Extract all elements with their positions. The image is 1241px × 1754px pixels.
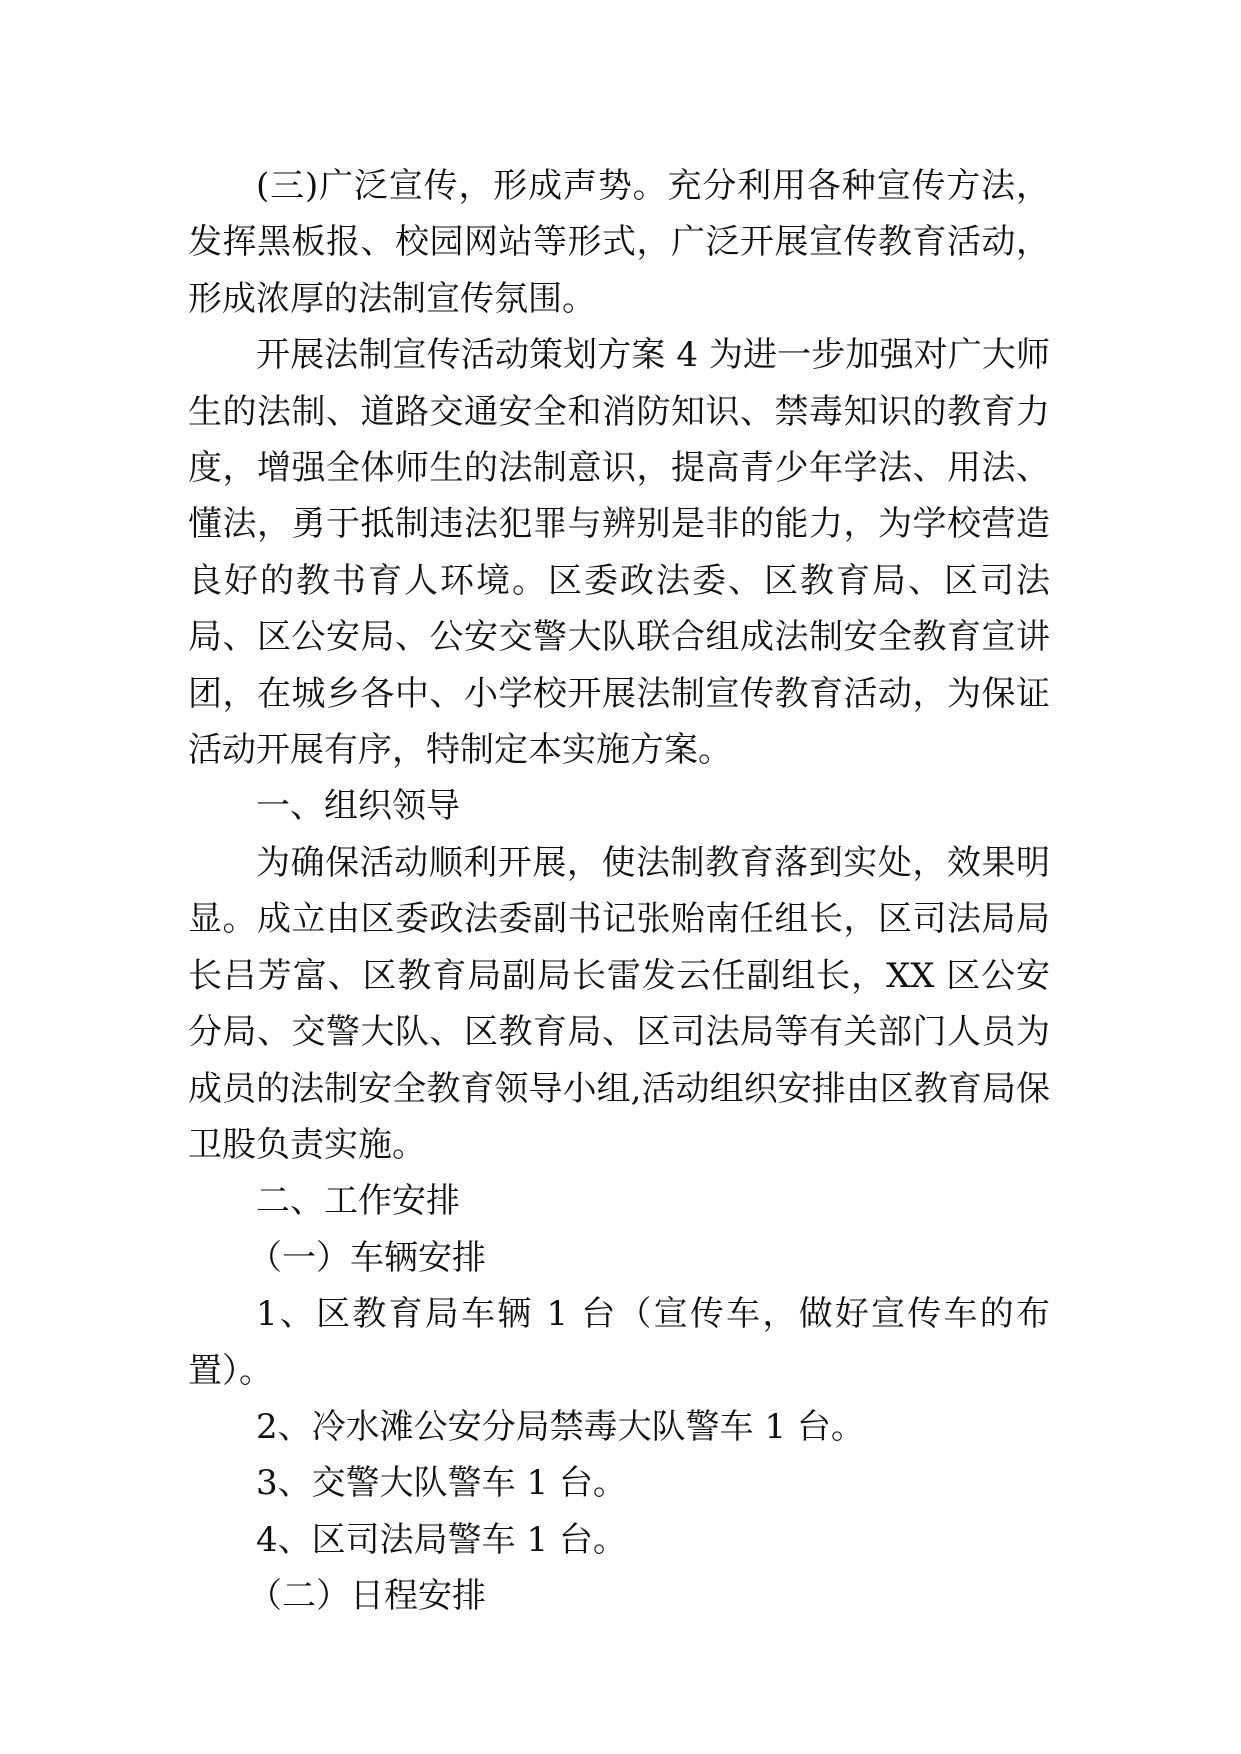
heading-organization-leadership: 一、组织领导 (256, 786, 460, 827)
list-item: 4、区司法局警车 1 台。 (256, 1519, 627, 1560)
paragraph-plan-intro: 开展法制宣传活动策划方案 4 为进一步加强对广大师生的法制、道路交通安全和消防知识、禁毒知识的教育力度，增强全体师生的法制意识，提高青少年学法、用法、懂法，勇于抵制违法犯罪与辨别是非的能力，为学校营造良好的教书育人环境。区委政法委、区教育局、区司法局、区公安局、公安交警大队联合组成法制安全教育宣讲团，在城乡各中、小学校开展法制宣传教育活动，为保证活动开展有序，特制定本实施方案。 (188, 335, 1050, 771)
paragraph-leadership-group: 为确保活动顺利开展，使法制教育落到实处，效果明显。成立由区委政法委副书记张贻南任组长，区司法局局长吕芳富、区教育局副局长雷发云任副组长，XX 区公安分局、交警大队、区教育局、区司法局等有关部门人员为成员的法制安全教育领导小组,活动组织安排由区教育局保卫股负责实施。 (188, 842, 1050, 1165)
vehicle-list (188, 1286, 1050, 1568)
list-item: 2、冷水滩公安分局禁毒大队警车 1 台。 (256, 1406, 865, 1447)
subheading-vehicle-arrangement: （一）车辆安排 (248, 1237, 486, 1278)
paragraph-publicity: (三)广泛宣传，形成声势。充分利用各种宣传方法，发挥黑板报、校园网站等形式，广泛开展宣传教育活动，形成浓厚的法制宣传氛围。 (188, 166, 1050, 319)
list-item: 1、区教育局车辆 1 台（宣传车，做好宣传车的布置）。 (188, 1294, 1050, 1391)
heading-work-arrangement: 二、工作安排 (256, 1181, 460, 1222)
list-item: 3、交警大队警车 1 台。 (256, 1463, 627, 1504)
document-body (188, 158, 1050, 1625)
subheading-schedule: （二）日程安排 (248, 1576, 486, 1617)
